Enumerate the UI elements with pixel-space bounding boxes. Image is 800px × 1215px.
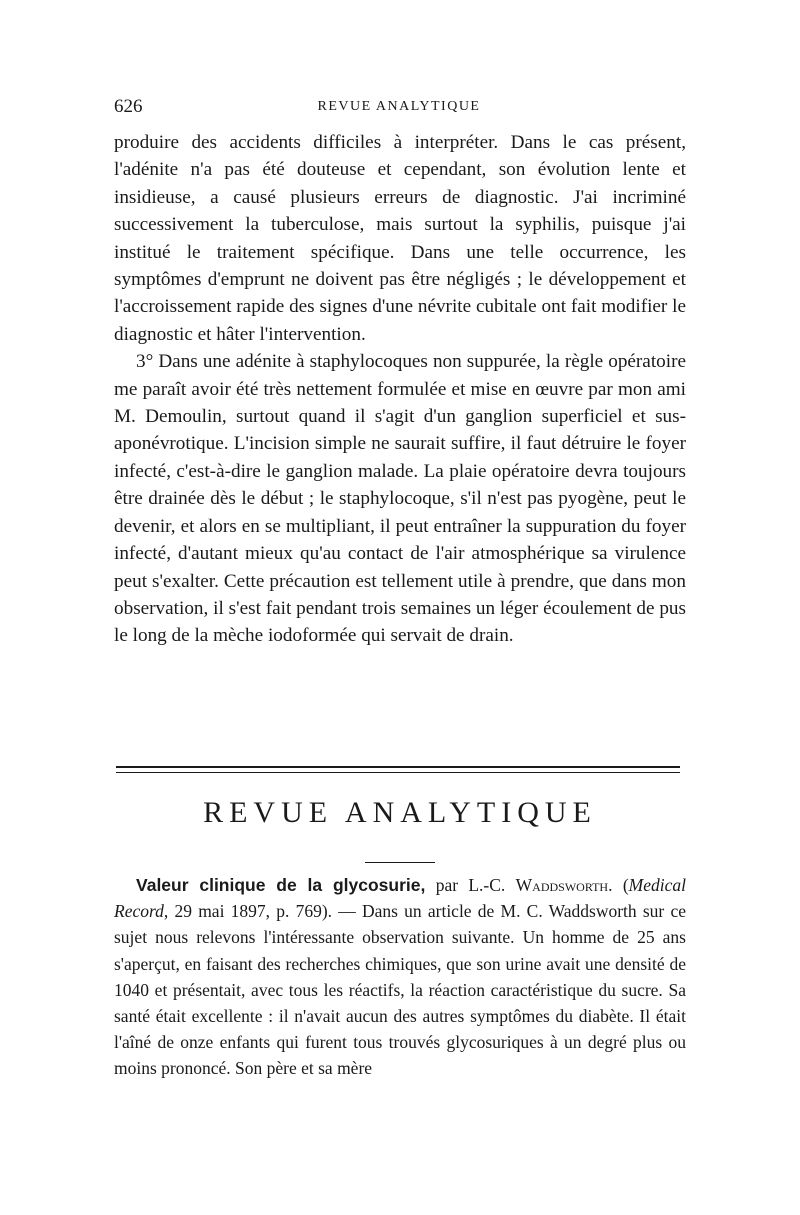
paragraph-continuation: produire des accidents difficiles à interpréter. Dans le cas présent, l'adénite n'a pas été douteuse et cependant, son évolution lente et insidieuse, a causé plusieurs erreurs de diagnostic. J'ai incriminé successivement la tuberculose, mais surtout la syphilis, puisque j'ai institué le traitement spécifique. Dans une telle occurrence, les symptômes d'emprunt ne doivent pas être négligés ; le développement et l'accroissement rapide des signes d'une névrite cubitale ont fait modifier le diagnostic et hâter l'intervention.	[114, 132, 686, 345]
body-text	[114, 129, 686, 650]
running-title: REVUE ANALYTIQUE	[317, 99, 481, 114]
review-author-prefix: par L.-C.	[425, 875, 516, 895]
review-citation: , 29 mai 1897, p. 769). —	[163, 901, 362, 922]
section-heading: REVUE ANALYTIQUE	[203, 796, 597, 829]
review-journal: Medical Record	[114, 875, 686, 922]
review-entry	[114, 872, 686, 1082]
review-author-name: Waddsworth	[515, 875, 609, 895]
section-rule-thick	[116, 766, 680, 768]
running-head	[114, 96, 684, 120]
review-paragraph	[114, 872, 686, 1082]
review-body: Dans un article de M. C. Waddsworth sur ce sujet nous relevons l'intéressante observation suivante. Un homme de 25 ans s'aperçut, en faisant des recherches chimiques, que son urine avait une densité de 1040 et présentait, avec tous les réactifs, la réaction caractéristique du sucre. Sa santé était excellente : il n'avait aucun des autres symptômes du diabète. Il était l'aîné de onze enfants qui furent tous trouvés glycosuriques à un degré plus ou moins prononcé. Son père et sa mère	[114, 901, 686, 1079]
review-title: Valeur clinique de la glycosurie,	[136, 875, 426, 895]
heading-underline-rule	[365, 862, 435, 863]
section-rule-thin	[116, 772, 680, 773]
review-journal-open: (	[612, 875, 629, 895]
review-author-suffix: .	[608, 875, 613, 895]
paragraph-point-3: 3° Dans une adénite à staphylocoques non suppurée, la règle opératoire me paraît avoir été très nettement formulée et mise en œuvre par mon ami M. Demoulin, surtout quand il s'agit d'un ganglion superficiel et sus-aponévrotique. L'incision simple ne saurait suffire, il faut détruire le foyer infecté, c'est-à-dire le ganglion malade. La plaie opératoire devra toujours être drainée dès le début ; le staphylocoque, s'il n'est pas pyogène, peut le devenir, et alors en se multipliant, il peut entraîner la suppuration du foyer infecté, d'autant mieux qu'au contact de l'air atmosphérique sa virulence peut s'exalter. Cette précaution est tellement utile à prendre, que dans mon observation, il s'est fait pendant trois semaines un léger écoulement de pus le long de la mèche iodoformée qui servait de drain.	[114, 351, 686, 647]
page-number: 626	[114, 96, 143, 117]
